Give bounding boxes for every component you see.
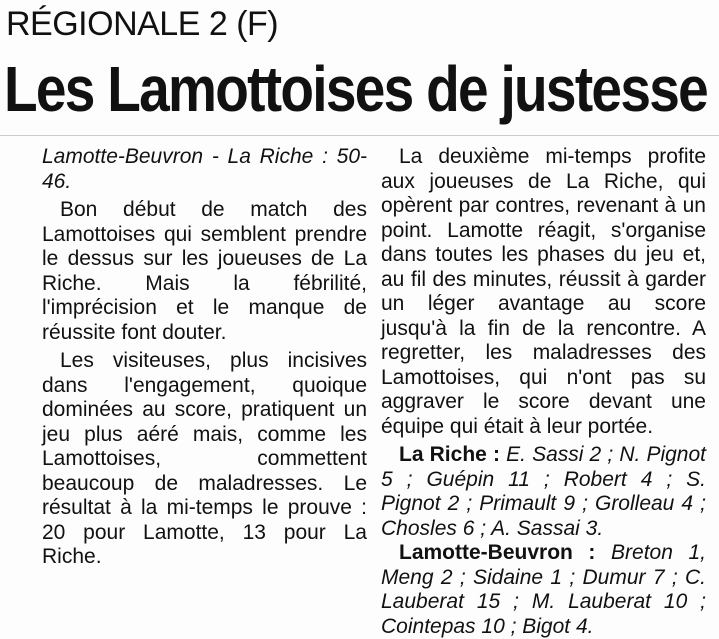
article-column-right — [381, 145, 706, 639]
lineup-team-name: Lamotte-Beuvron : — [399, 541, 596, 564]
divider — [0, 135, 719, 136]
lineup-team-name: La Riche : — [399, 443, 500, 466]
lineup-la-riche — [381, 443, 706, 541]
score-line: Lamotte-Beuvron - La Riche : 50-46. — [42, 145, 367, 193]
lineup-players: Breton 1, Meng 2 ; Sidaine 1 ; Dumur 7 ; C. Lauberat 15 ; M. Lauberat 10 ; Cointepas 10 ; Bigot 4. — [381, 541, 706, 638]
lineup-players: E. Sassi 2 ; N. Pignot 5 ; Guépin 11 ; Robert 4 ; S. Pignot 2 ; Primault 9 ; Grolleau 4 ; Chosles 6 ; A. Sassai 3. — [381, 443, 706, 540]
paragraph-2: Les visiteuses, plus incisives dans l'engagement, quoique dominées au score, pratiquent un jeu plus aéré mais, comme les Lamottoises, commettent beaucoup de maladresses. Le résultat à la mi-temps le prouve : 20 pour Lamotte, 13 pour La Riche. — [42, 349, 367, 568]
section-kicker: RÉGIONALE 2 (F) — [6, 5, 279, 43]
headline: Les Lamottoises de justesse — [4, 53, 707, 125]
paragraph-1: Bon début de match des Lamottoises qui semblent prendre le dessus sur les joueuses de La Riche. Mais la fébrilité, l'imprécision et le manque de réussite font douter. — [42, 198, 367, 344]
article-column-left — [42, 145, 367, 570]
paragraph-3: La deuxième mi-temps profite aux joueuses de La Riche, qui opèrent par contres, revenant à un point. Lamotte réagit, s'organise dans toutes les phases du jeu et, au fil des minutes, réussit à garder un léger avantage au score jusqu'à la fin de la rencontre. A regretter, les maladresses des Lamottoises, qui n'ont pas su aggraver le score devant une équipe qui était à leur portée. — [381, 145, 706, 438]
lineup-lamotte-beuvron — [381, 541, 706, 639]
